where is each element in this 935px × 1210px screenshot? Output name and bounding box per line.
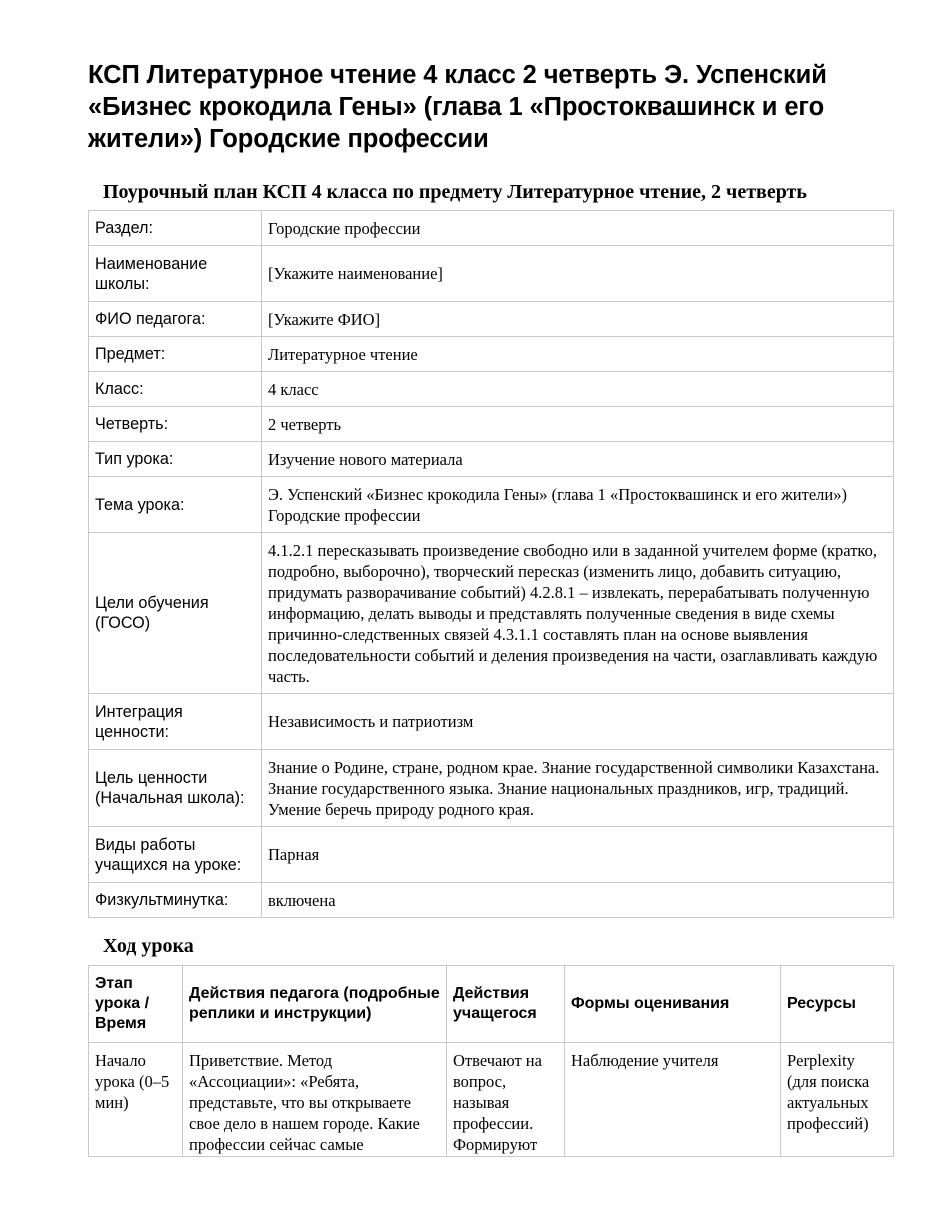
info-value: включена (262, 883, 894, 918)
info-value: Литературное чтение (262, 337, 894, 372)
info-label: Тип урока: (89, 442, 262, 477)
cell-stage: Начало урока (0–5 мин) (95, 1051, 170, 1112)
info-row-teacher (89, 302, 894, 337)
info-value: [Укажите ФИО] (262, 302, 894, 337)
info-value: [Укажите наименование] (262, 246, 894, 302)
info-row-value-goal (89, 750, 894, 827)
info-value: Э. Успенский «Бизнес крокодила Гены» (глава 1 «Простоквашинск и его жители») Городские профессии (262, 477, 894, 533)
document-title: КСП Литературное чтение 4 класс 2 четверть Э. Успенский «Бизнес крокодила Гены» (глава 1 «Простоквашинск и его жители») Городские профессии (88, 61, 827, 153)
info-row-goals (89, 533, 894, 694)
info-label: Тема урока: (89, 477, 262, 533)
info-label: Четверть: (89, 407, 262, 442)
cell-resources: Perplexity (для поиска актуальных профессий) (787, 1051, 870, 1133)
info-row-grade (89, 372, 894, 407)
info-row-lesson-type (89, 442, 894, 477)
table-row (89, 1043, 894, 1157)
info-label: Виды работы учащихся на уроке: (89, 827, 262, 883)
info-value: Изучение нового материала (262, 442, 894, 477)
info-value: Знание о Родине, стране, родном крае. Знание государственной символики Казахстана. Знание государственного языка. Знание национальных праздников, игр, традиций. Умение беречь природу родного края. (262, 750, 894, 827)
info-label: Интеграция ценности: (89, 694, 262, 750)
info-row-exercise-break (89, 883, 894, 918)
info-label: Класс: (89, 372, 262, 407)
info-value: Независимость и патриотизм (262, 694, 894, 750)
info-label: Наименование школы: (89, 246, 262, 302)
cell-student-actions: Отвечают на вопрос, называя профессии. Формируют (453, 1051, 542, 1154)
info-label: ФИО педагога: (89, 302, 262, 337)
info-value: 4 класс (262, 372, 894, 407)
info-row-quarter (89, 407, 894, 442)
info-label: Предмет: (89, 337, 262, 372)
column-header-resources: Ресурсы (781, 966, 894, 1043)
lesson-table-header-row (89, 966, 894, 1043)
info-row-work-types (89, 827, 894, 883)
info-row-values (89, 694, 894, 750)
info-label: Физкультминутка: (89, 883, 262, 918)
info-row-school (89, 246, 894, 302)
column-header-teacher-actions: Действия педагога (подробные реплики и инструкции) (183, 966, 447, 1043)
info-value: Городские профессии (262, 211, 894, 246)
info-row-topic (89, 477, 894, 533)
lesson-heading: Ход урока (103, 935, 194, 957)
info-label: Цель ценности (Начальная школа): (89, 750, 262, 827)
cell-assessment: Наблюдение учителя (571, 1051, 719, 1070)
info-row-section (89, 211, 894, 246)
cell-teacher-actions: Приветствие. Метод «Ассоциации»: «Ребята, представьте, что вы открываете свое дело в нашем городе. Какие профессии сейчас самые (189, 1051, 420, 1154)
lesson-flow-table (88, 965, 894, 1157)
info-row-subject (89, 337, 894, 372)
info-label: Цели обучения (ГОСО) (89, 533, 262, 694)
info-value: 4.1.2.1 пересказывать произведение свободно или в заданной учителем форме (кратко, подробно, выборочно), творческий пересказ (изменить лицо, добавить ситуацию, придумать разворачивание событий) 4.2.8.1 – извлекать, перерабатывать полученную информацию, делать выводы и представлять полученные сведения в виде схемы причинно-следственных связей 4.3.1.1 составлять план на основе выявления последовательности событий и деления произведения на части, озаглавливать каждую часть. (262, 533, 894, 694)
column-header-stage: Этап урока / Время (89, 966, 183, 1043)
column-header-assessment: Формы оценивания (565, 966, 781, 1043)
plan-heading: Поурочный план КСП 4 класса по предмету Литературное чтение, 2 четверть (103, 181, 807, 203)
column-header-student-actions: Действия учащегося (447, 966, 565, 1043)
lesson-info-table (88, 210, 894, 918)
info-value: 2 четверть (262, 407, 894, 442)
info-value: Парная (262, 827, 894, 883)
info-label: Раздел: (89, 211, 262, 246)
